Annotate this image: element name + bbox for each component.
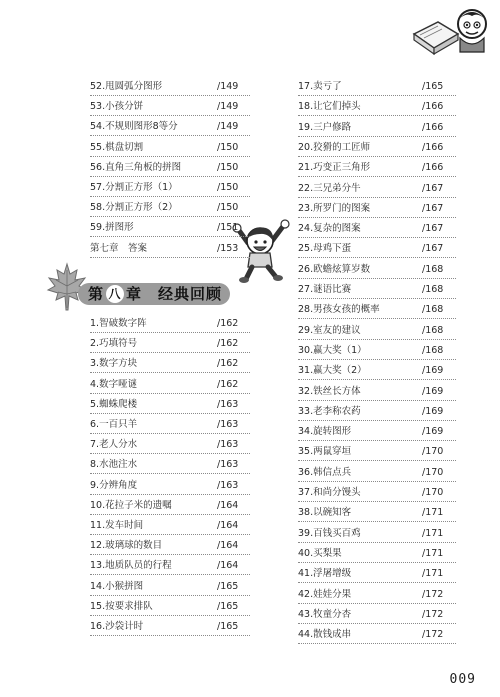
dotted-rule [298,217,456,218]
dotted-rule [298,298,456,299]
toc-entry[interactable] [298,382,456,402]
toc-entry[interactable] [298,77,456,97]
toc-entry-title: 32.铁丝长方体 [298,385,361,397]
toc-entry-title: 59.拼图形 [90,222,134,234]
toc-entry-title: 28.男孩女孩的概率 [298,304,380,316]
toc-entry[interactable] [90,178,250,198]
toc-entry-page: /151 [217,222,239,234]
toc-entry[interactable] [90,117,250,137]
toc-entry-title: 21.巧变正三角形 [298,162,371,174]
dotted-rule [90,554,250,555]
dotted-rule [298,237,456,238]
dotted-rule [90,216,250,217]
toc-entry[interactable] [90,415,250,435]
dotted-rule [298,643,456,644]
toc-entry-title: 43.牧童分杏 [298,608,352,620]
toc-entry[interactable] [90,239,250,259]
toc-entry-title: 44.散钱成串 [298,629,352,641]
toc-entry-page: /150 [217,202,239,214]
toc-entry-page: /170 [422,487,444,498]
toc-entry[interactable] [298,625,456,645]
toc-entry[interactable] [90,455,250,475]
toc-entry-title: 8.水池注水 [90,459,138,471]
toc-entry-title: 52.甩圆弧分图形 [90,81,163,92]
toc-entry-page: /170 [422,446,444,458]
dotted-rule [90,393,250,394]
toc-entry-title: 38.以碗知客 [298,507,352,519]
toc-entry-page: /167 [422,182,444,194]
toc-entry-title: 19.三户修路 [298,121,352,133]
dotted-rule [90,95,250,96]
toc-entry-title: 36.韩信点兵 [298,466,352,478]
dotted-rule [298,400,456,401]
dotted-rule [90,494,250,495]
toc-entry-page: /150 [217,182,239,193]
dotted-rule [298,562,456,563]
toc-entry-page: /165 [422,81,444,92]
toc-entry-page: /165 [217,621,239,632]
toc-entry[interactable] [90,597,250,617]
toc-entry-page: /153 [217,242,239,254]
toc-entry-title: 7.老人分水 [90,439,138,451]
dotted-rule [298,521,456,522]
toc-entry-page: /167 [422,223,444,235]
dotted-rule [90,236,250,237]
dotted-rule [298,440,456,441]
toc-entry-page: /172 [422,588,444,600]
dotted-rule [90,156,250,157]
toc-entry-page: /171 [422,507,444,519]
toc-entry[interactable] [90,516,250,536]
toc-entry[interactable] [298,179,456,199]
toc-entry-page: /168 [422,284,444,295]
dotted-rule [298,318,456,319]
dotted-rule [298,481,456,482]
toc-entry-page: /168 [422,263,444,275]
toc-entry-title: 15.按要求排队 [90,600,153,612]
toc-entry-title: 23.所罗门的图案 [298,202,371,214]
toc-entry-title: 16.沙袋计时 [90,621,144,632]
toc-entry[interactable] [298,321,456,341]
toc-entry-title: 27.谜语比赛 [298,284,352,295]
dotted-rule [90,635,250,636]
toc-entry-page: /149 [217,81,239,92]
toc-entry-title: 30.赢大奖（1） [298,344,367,356]
toc-entry-title: 5.蜘蛛爬楼 [90,398,138,410]
toc-entry[interactable] [90,218,250,238]
toc-entry-title: 55.棋盘切割 [90,141,144,153]
toc-entry[interactable] [298,503,456,523]
toc-entry-page: /166 [422,101,444,113]
toc-entry-page: /171 [422,568,444,580]
toc-entry-page: /166 [422,162,444,174]
dotted-rule [298,176,456,177]
dotted-rule [90,534,250,535]
toc-entry[interactable] [90,577,250,597]
chapter-suffix: 章 经典回顾 [126,285,223,303]
dotted-rule [298,95,456,96]
toc-entry-title: 1.智破数字阵 [90,318,147,329]
dotted-rule [90,514,250,515]
toc-entry-title: 22.三兄弟分牛 [298,182,361,194]
dotted-rule [298,339,456,340]
toc-entry-page: /162 [217,358,239,370]
toc-entry-page: /164 [217,540,239,552]
toc-entry[interactable] [90,536,250,556]
dotted-rule [90,433,250,434]
toc-entry-page: /169 [422,426,444,438]
toc-entry-title: 42.娃娃分果 [298,588,352,600]
chapter-heading [78,281,248,307]
toc-entry-page: /165 [217,580,239,592]
toc-entry[interactable] [298,422,456,442]
dotted-rule [298,603,456,604]
toc-entry-title: 第七章 答案 [90,242,148,254]
toc-entry-title: 33.老李称农药 [298,405,361,417]
toc-entry-page: /164 [217,520,239,531]
toc-entry-page: /165 [217,600,239,612]
dotted-rule [90,257,250,258]
toc-entry[interactable] [90,314,250,334]
toc-entry[interactable] [90,354,250,374]
toc-entry-title: 4.数字哑谜 [90,378,138,390]
dotted-rule [298,379,456,380]
toc-entry[interactable] [298,585,456,605]
toc-entry-page: /162 [217,318,239,329]
dotted-rule [90,473,250,474]
toc-entry[interactable] [298,158,456,178]
toc-entry-title: 12.玻璃球的数目 [90,540,163,552]
toc-entry-title: 31.赢大奖（2） [298,365,367,377]
dotted-rule [298,136,456,137]
toc-entry-title: 58.分割正方形（2） [90,202,178,214]
toc-entry[interactable] [90,476,250,496]
toc-entry[interactable] [90,158,250,178]
toc-entry-title: 41.浮屠增级 [298,568,352,580]
toc-entry[interactable] [90,97,250,117]
toc-entry[interactable] [298,341,456,361]
toc-entry[interactable] [298,199,456,219]
dotted-rule [90,196,250,197]
toc-entry-page: /171 [422,547,444,559]
toc-entry-page: /168 [422,304,444,316]
toc-entry[interactable] [90,556,250,576]
toc-entry[interactable] [298,605,456,625]
toc-entry-title: 3.数字方块 [90,358,138,370]
toc-entry[interactable] [298,402,456,422]
dotted-rule [298,460,456,461]
toc-entry[interactable] [298,564,456,584]
toc-entry[interactable] [90,435,250,455]
toc-entry[interactable] [298,97,456,117]
dotted-rule [298,115,456,116]
dotted-rule [90,615,250,616]
dotted-rule [90,453,250,454]
dotted-rule [298,197,456,198]
page-number: 009 [449,672,476,687]
toc-entry[interactable] [298,463,456,483]
toc-entry-page: /163 [217,439,239,451]
toc-entry-title: 53.小孩分饼 [90,101,144,113]
dotted-rule [298,278,456,279]
toc-entry[interactable] [298,524,456,544]
toc-entry-title: 10.花拉子米的遗嘱 [90,499,172,511]
toc-entry-title: 11.发车时间 [90,520,144,531]
toc-entry-page: /163 [217,398,239,410]
toc-entry[interactable] [90,617,250,637]
toc-entry[interactable] [90,198,250,218]
dotted-rule [90,574,250,575]
toc-entry-title: 39.百钱买百鸡 [298,527,361,539]
dotted-rule [90,352,250,353]
toc-entry-title: 34.旋转图形 [298,426,352,438]
book-and-cartoon-icon [408,4,496,60]
toc-entry-title: 26.欧蟾炫算岁数 [298,263,371,275]
toc-entry[interactable] [298,280,456,300]
toc-entry-title: 57.分割正方形（1） [90,182,178,193]
toc-entry-page: /169 [422,385,444,397]
toc-entry-title: 29.室友的建议 [298,324,361,336]
chapter-number-badge: 八 [106,285,124,303]
toc-entry[interactable] [90,395,250,415]
toc-entry-page: /172 [422,629,444,641]
toc-entry[interactable] [298,300,456,320]
toc-entry[interactable] [90,375,250,395]
dotted-rule [298,359,456,360]
dotted-rule [298,257,456,258]
toc-entry[interactable] [298,219,456,239]
toc-entry[interactable] [90,138,250,158]
toc-entry-page: /169 [422,365,444,377]
toc-entry[interactable] [298,361,456,381]
toc-entry-title: 13.地质队员的行程 [90,560,172,572]
toc-entry-title: 35.两鼠穿垣 [298,446,352,458]
toc-entry-page: /166 [422,141,444,153]
toc-entry-title: 25.母鸡下蛋 [298,243,352,255]
toc-entry-page: /163 [217,459,239,471]
toc-entry-title: 40.买梨果 [298,547,342,559]
toc-entry[interactable] [298,442,456,462]
toc-entry-page: /163 [217,479,239,491]
toc-entry-page: /166 [422,121,444,133]
chapter-prefix: 第 [88,285,105,303]
toc-entry-title: 9.分辨角度 [90,479,138,491]
toc-entry[interactable] [90,496,250,516]
toc-entry-page: /150 [217,161,239,173]
toc-entry-page: /149 [217,121,239,133]
toc-entry-title: 56.直角三角板的拼图 [90,161,182,173]
toc-entry-page: /162 [217,378,239,390]
dotted-rule [90,595,250,596]
dotted-rule [298,623,456,624]
toc-entry-page: /150 [217,141,239,153]
dotted-rule [298,501,456,502]
dotted-rule [298,542,456,543]
toc-entry-title: 17.卖亏了 [298,81,342,92]
toc-entry[interactable] [298,544,456,564]
toc-entry-title: 14.小猴拼图 [90,580,144,592]
toc-entry-title: 24.复杂的图案 [298,223,361,235]
toc-entry-title: 37.和尚分馒头 [298,487,361,498]
toc-entry-page: /170 [422,466,444,478]
toc-entry-page: /167 [422,202,444,214]
toc-entry[interactable] [90,77,250,97]
dotted-rule [90,135,250,136]
toc-entry-page: /162 [217,338,239,350]
dotted-rule [90,332,250,333]
toc-entry-page: /171 [422,527,444,539]
toc-entry-title: 20.狡猾的工匠师 [298,141,371,153]
dotted-rule [90,115,250,116]
toc-entry-page: /167 [422,243,444,255]
dotted-rule [90,372,250,373]
toc-entry-title: 54.不规则图形8等分 [90,121,178,133]
toc-entry-page: /149 [217,101,239,113]
toc-entry[interactable] [90,334,250,354]
toc-entry-page: /164 [217,499,239,511]
toc-entry[interactable] [298,239,456,259]
dotted-rule [298,582,456,583]
dotted-rule [90,176,250,177]
toc-entry-page: /164 [217,560,239,572]
dotted-rule [298,420,456,421]
toc-entry-title: 2.巧填符号 [90,338,138,350]
toc-entry[interactable] [298,483,456,503]
toc-entry-page: /168 [422,344,444,356]
toc-entry-page: /168 [422,324,444,336]
toc-entry[interactable] [298,138,456,158]
dotted-rule [90,413,250,414]
toc-entry-title: 18.让它们掉头 [298,101,361,113]
toc-entry-page: /163 [217,419,239,430]
toc-entry[interactable] [298,260,456,280]
toc-entry-page: /169 [422,405,444,417]
toc-entry-page: /172 [422,608,444,620]
chapter-title [88,284,222,304]
toc-entry-title: 6.一百只羊 [90,419,138,430]
dotted-rule [298,156,456,157]
toc-entry[interactable] [298,118,456,138]
